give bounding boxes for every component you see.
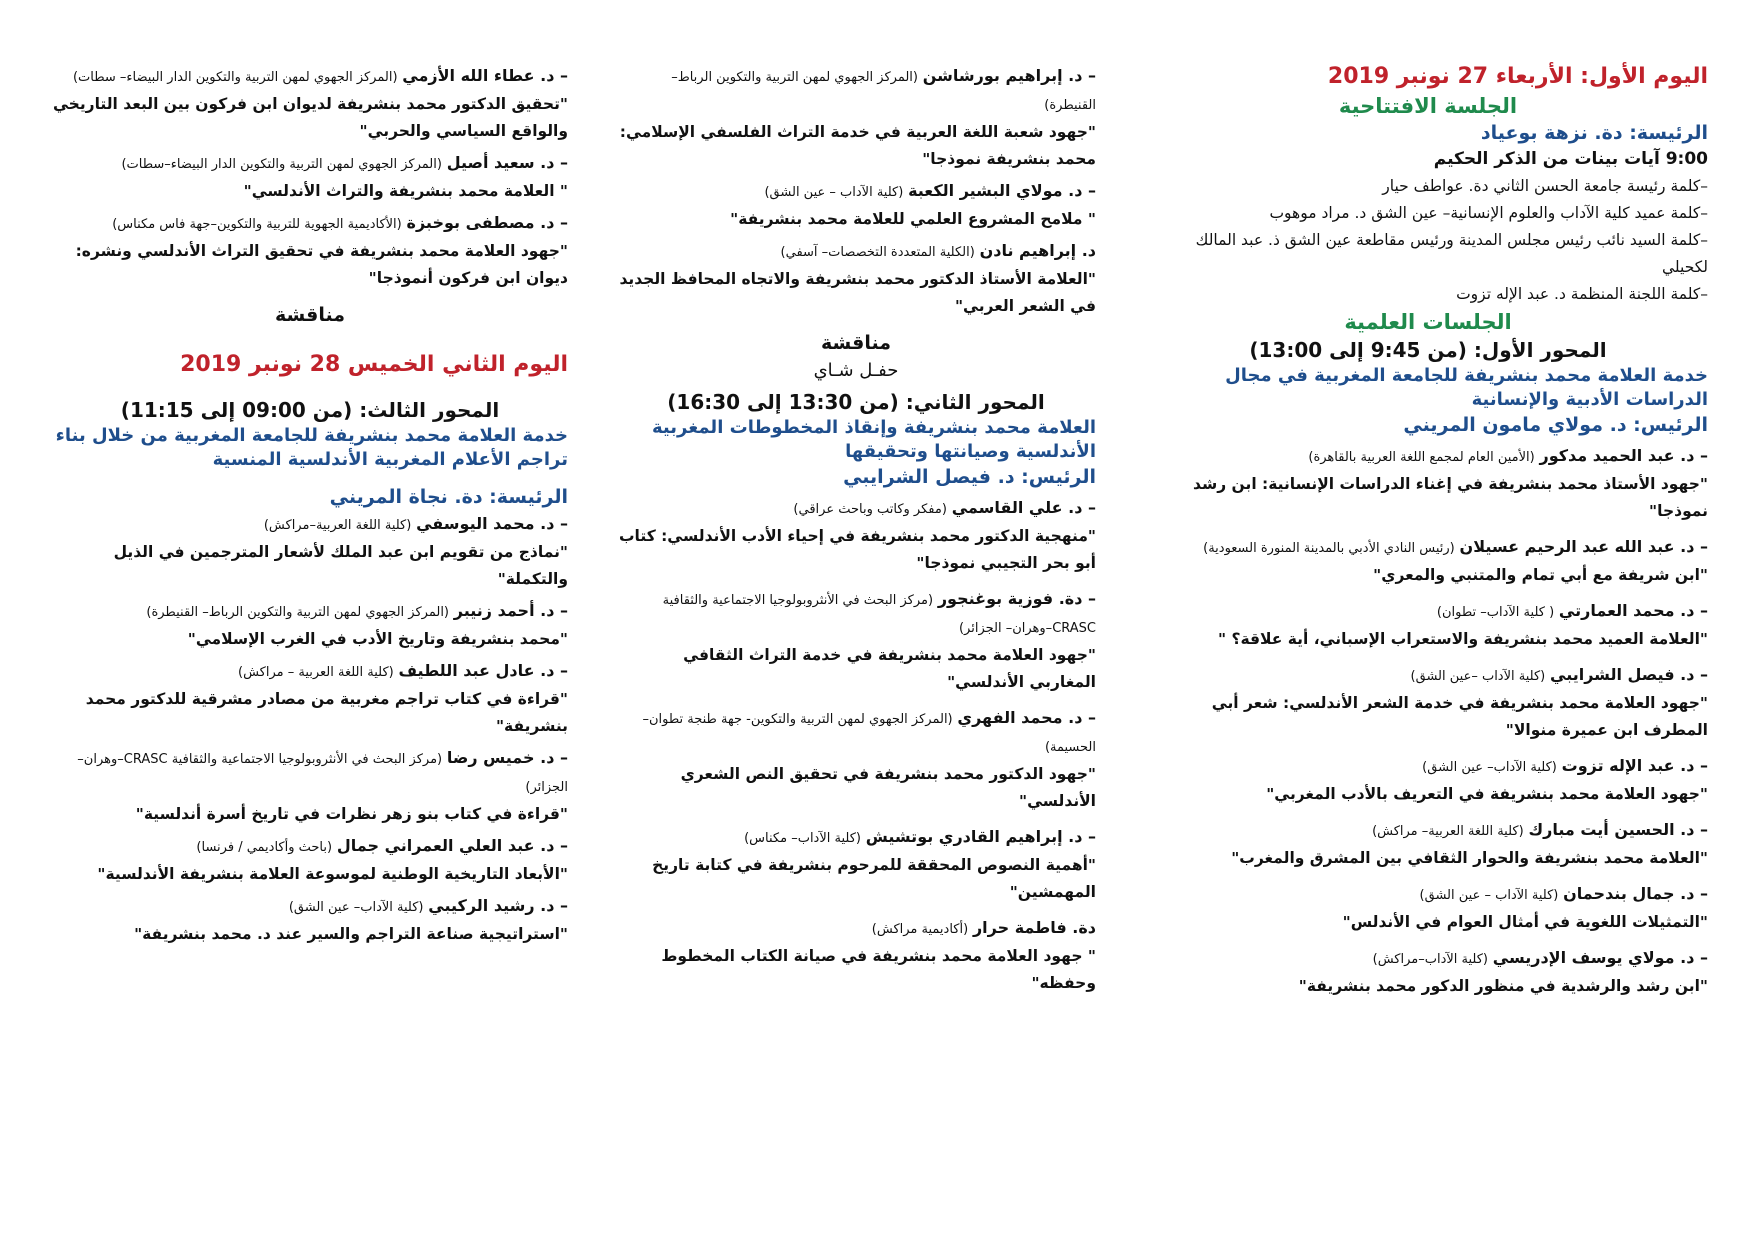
opening-item: –كلمة رئيسة جامعة الحسن الثاني دة. عواطف حيار — [1382, 177, 1708, 195]
talk-title: " جهود العلامة محمد بنشريفة في صيانة الكتاب المخطوط وحفظه" — [661, 947, 1096, 992]
session-talk — [52, 62, 568, 145]
speaker-name: – دة. فوزية بوغنجور — [937, 589, 1096, 608]
axis3-chair: الرئيسة: دة. نجاة المريني — [329, 486, 568, 508]
axis1-talk — [1148, 442, 1708, 525]
talk-title: "جهود الأستاذ محمد بنشريفة في إغناء الدراسات الإنسانية: ابن رشد نموذجا" — [1193, 475, 1708, 520]
speaker-affiliation: (مركز البحث في الأنثروبولوجيا الاجتماعية والثقافية CRASC–وهران– الجزائر) — [662, 593, 1096, 636]
opening-item: 9:00 آيات بينات من الذكر الحكيم — [1433, 149, 1708, 169]
axis3-talk — [52, 597, 568, 653]
speaker-affiliation: (المركز الجهوي لمهن التربية والتكوين- جهة طنجة تطوان–الحسيمة) — [642, 712, 1096, 755]
speaker-affiliation: (كلية اللغة العربية– مراكش) — [1372, 824, 1524, 839]
talk-title: "جهود العلامة محمد بنشريفة في خدمة الشعر الأندلسي: شعر أبي المطرف ابن عميرة منوالا" — [1211, 694, 1708, 739]
speaker-name: – د. محمد العمارتي — [1558, 601, 1708, 620]
axis1-talk — [1148, 533, 1708, 589]
speaker-affiliation: (المركز الجهوي لمهن التربية والتكوين الدار البيضاء–سطات) — [121, 157, 442, 172]
speaker-affiliation: (مفكر وكاتب وباحث عراقي) — [793, 502, 947, 517]
axis1-title: المحور الأول: (من 9:45 إلى 13:00) — [1249, 338, 1607, 362]
talk-title: "ابن رشد والرشدية في منظور الدكور محمد بنشريفة" — [1298, 977, 1708, 995]
tea-break-label: حفـل شـاي — [813, 360, 899, 381]
opening-session-title: الجلسة الافتتاحية — [1338, 94, 1518, 118]
axis3-description: خدمة العلامة محمد بنشريفة للجامعة المغربية من خلال بناء تراجم الأعلام المغربية الأندلسية المنسية — [55, 425, 568, 470]
axis1-talk — [1148, 944, 1708, 1000]
speaker-name: – د. محمد اليوسفي — [416, 514, 568, 533]
speaker-name: – د. خميس رضا — [446, 748, 568, 767]
talk-title: "جهود العلامة محمد بنشريفة في تحقيق التراث الأندلسي ونشره: ديوان ابن فركون أنموذجا" — [75, 242, 568, 287]
speaker-name: – د. جمال بندحمان — [1563, 884, 1708, 903]
axis3-talk — [52, 744, 568, 828]
session-talk — [616, 237, 1096, 320]
column-left — [52, 62, 568, 1222]
day2-title: اليوم الثاني الخميس 28 نونبر 2019 — [180, 352, 568, 377]
column-middle — [616, 62, 1096, 1222]
discussion-label: مناقشة — [821, 332, 891, 354]
talk-title: "جهود الدكتور محمد بنشريفة في تحقيق النص الشعري الأندلسي" — [680, 765, 1096, 810]
speaker-name: – د. الحسين أيت مبارك — [1528, 820, 1708, 839]
talk-title: "قراءة في كتاب بنو زهر نظرات في تاريخ أسرة أندلسية" — [135, 805, 568, 823]
speaker-name: دة. فاطمة حرار — [972, 918, 1096, 937]
axis1-talk — [1148, 880, 1708, 936]
talk-title: "استراتيجية صناعة التراجم والسير عند د. محمد بنشريفة" — [134, 925, 568, 943]
column-right — [1148, 62, 1708, 1222]
speaker-name: – د. إبراهيم بورشاشن — [922, 66, 1096, 85]
speaker-name: – د. عبد العلي العمراني جمال — [336, 836, 568, 855]
speaker-name: – د. عطاء الله الأزمي — [402, 66, 568, 85]
axis3-title: المحور الثالث: (من 09:00 إلى 11:15) — [120, 398, 500, 422]
speaker-name: – د. مصطفى بوخبزة — [406, 213, 568, 232]
axis3-talk — [52, 832, 568, 888]
speaker-affiliation: (كلية الآداب –عين الشق) — [1410, 669, 1546, 684]
speaker-affiliation: (الأمين العام لمجمع اللغة العربية بالقاهرة) — [1308, 450, 1535, 465]
speaker-name: – د. مولاي يوسف الإدريسي — [1492, 948, 1708, 967]
session-talk — [52, 149, 568, 205]
axis2-talk — [616, 914, 1096, 997]
talk-title: "جهود شعبة اللغة العربية في خدمة التراث الفلسفي الإسلامي: محمد بنشريفة نموذجا" — [619, 123, 1096, 168]
speaker-affiliation: (الكلية المتعددة التخصصات– آسفي) — [780, 245, 975, 260]
axis2-description: العلامة محمد بنشريفة وإنقاذ المخطوطات المغربية الأندلسية وصيانتها وتحقيقها — [651, 417, 1096, 462]
talk-title: "جهود العلامة محمد بنشريفة في خدمة التراث الثقافي المغاربي الأندلسي" — [683, 646, 1096, 691]
day1-title: اليوم الأول: الأربعاء 27 نونبر 2019 — [1327, 64, 1708, 89]
talk-title: "قراءة في كتاب تراجم مغربية من مصادر مشرقية للدكتور محمد بنشريفة" — [85, 690, 568, 735]
axis1-chair: الرئيس: د. مولاي مامون المريني — [1403, 414, 1708, 436]
axis3-talk — [52, 657, 568, 740]
speaker-name: – د. إبراهيم القادري بوتشيش — [865, 827, 1096, 846]
speaker-affiliation: (كلية الآداب – عين الشق) — [764, 185, 904, 200]
talk-title: " العلامة محمد بنشريفة والتراث الأندلسي" — [243, 182, 568, 200]
talk-title: "التمثيلات اللغوية في أمثال العوام في الأندلس" — [1342, 913, 1708, 931]
session-talk — [52, 209, 568, 292]
talk-title: "العلامة العميد محمد بنشريفة والاستعراب الإسباني، أية علاقة؟ " — [1218, 630, 1708, 648]
speaker-name: – د. عادل عبد اللطيف — [398, 661, 568, 680]
talk-title: "تحقيق الدكتور محمد بنشريفة لديوان ابن فركون بين البعد التاريخي والواقع السياسي والحربي" — [52, 95, 568, 140]
talk-title: "منهجية الدكتور محمد بنشريفة في إحياء الأدب الأندلسي: كتاب أبو بحر التجيبي نموذجا" — [618, 527, 1096, 572]
talk-title: "الأبعاد التاريخية الوطنية لموسوعة العلامة بنشريفة الأندلسية" — [97, 865, 568, 883]
speaker-affiliation: (المركز الجهوي لمهن التربية والتكوين الرباط– القنيطرة) — [671, 70, 1096, 113]
scientific-sessions-title: الجلسات العلمية — [1344, 310, 1512, 334]
speaker-affiliation: (المركز الجهوي لمهن التربية والتكوين الدار البيضاء– سطات) — [72, 70, 398, 85]
axis1-talk — [1148, 597, 1708, 653]
talk-title: " ملامح المشروع العلمي للعلامة محمد بنشريفة" — [730, 210, 1096, 228]
opening-session-chair: الرئيسة: دة. نزهة بوعياد — [1480, 122, 1708, 144]
speaker-name: – د. عبد الحميد مدكور — [1539, 446, 1708, 465]
speaker-affiliation: (كلية اللغة العربية – مراكش) — [238, 665, 394, 680]
axis2-title: المحور الثاني: (من 13:30 إلى 16:30) — [667, 390, 1045, 414]
speaker-affiliation: (مركز البحث في الأنثروبولوجيا الاجتماعية والثقافية CRASC–وهران–الجزائر) — [77, 752, 568, 795]
axis2-talk — [616, 494, 1096, 577]
speaker-name: – د. عبد الإله تزوت — [1561, 756, 1708, 775]
talk-title: "محمد بنشريفة وتاريخ الأدب في الغرب الإسلامي" — [187, 630, 568, 648]
speaker-name: – د. محمد الفهري — [957, 708, 1096, 727]
speaker-affiliation: (الأكاديمية الجهوية للتربية والتكوين–جهة فاس مكناس) — [112, 217, 402, 232]
speaker-name: – د. مولاي البشير الكعبة — [908, 181, 1096, 200]
opening-item: –كلمة عميد كلية الآداب والعلوم الإنسانية– عين الشق د. مراد موهوب — [1269, 204, 1708, 222]
speaker-name: د. إبراهيم نادن — [979, 241, 1096, 260]
axis2-talk — [616, 585, 1096, 696]
axis1-talk — [1148, 661, 1708, 744]
axis3-talk — [52, 510, 568, 593]
speaker-affiliation: (كلية الآداب– مكناس) — [744, 831, 861, 846]
talk-title: "العلامة محمد بنشريفة والحوار الثقافي بين المشرق والمغرب" — [1231, 849, 1708, 867]
talk-title: "أهمية النصوص المحققة للمرحوم بنشريفة في كتابة تاريخ المهمشين" — [652, 856, 1096, 901]
talk-title: "ابن شريفة مع أبي تمام والمتنبي والمعري" — [1373, 566, 1708, 584]
talk-title: "نماذج من تقويم ابن عبد الملك لأشعار المترجمين في الذيل والتكملة" — [113, 543, 568, 588]
axis3-talk — [52, 892, 568, 948]
speaker-affiliation: (كلية الآداب–مراكش) — [1372, 952, 1488, 967]
speaker-name: – د. أحمد زنيبر — [453, 601, 568, 620]
speaker-affiliation: (المركز الجهوي لمهن التربية والتكوين الرباط– القنيطرة) — [146, 605, 449, 620]
axis2-chair: الرئيس: د. فيصل الشرايبي — [843, 466, 1096, 488]
opening-item: –كلمة السيد نائب رئيس مجلس المدينة ورئيس مقاطعة عين الشق ذ. عبد المالك لكحيلي — [1195, 231, 1708, 276]
speaker-name: – د. سعيد أصيل — [446, 153, 568, 172]
session-talk — [616, 177, 1096, 233]
speaker-affiliation: (باحث وأكاديمي / فرنسا) — [196, 840, 333, 855]
discussion-label: مناقشة — [275, 304, 345, 326]
speaker-affiliation: (كلية اللغة العربية–مراكش) — [263, 518, 412, 533]
speaker-affiliation: (كلية الآداب– عين الشق) — [288, 900, 424, 915]
speaker-affiliation: (رئيس النادي الأدبي بالمدينة المنورة السعودية) — [1203, 541, 1455, 556]
axis1-talk — [1148, 816, 1708, 872]
axis2-talk — [616, 704, 1096, 815]
speaker-name: – د. عبد الله عبد الرحيم عسيلان — [1459, 537, 1708, 556]
opening-item: –كلمة اللجنة المنظمة د. عبد الإله تزوت — [1456, 285, 1708, 303]
speaker-name: – د. علي القاسمي — [951, 498, 1096, 517]
speaker-affiliation: (أكاديمية مراكش) — [871, 922, 969, 937]
axis1-description: خدمة العلامة محمد بنشريفة للجامعة المغربية في مجال الدراسات الأدبية والإنسانية — [1225, 365, 1708, 410]
talk-title: "جهود العلامة محمد بنشريفة في التعريف بالأدب المغربي" — [1266, 785, 1708, 803]
speaker-name: – د. رشيد الركيبي — [428, 896, 568, 915]
speaker-name: – د. فيصل الشرايبي — [1550, 665, 1708, 684]
talk-title: "العلامة الأستاذ الدكتور محمد بنشريفة والاتجاه المحافظ الجديد في الشعر العربي" — [619, 270, 1096, 315]
speaker-affiliation: ( كلية الآداب– تطوان) — [1436, 605, 1555, 620]
axis1-talk — [1148, 752, 1708, 808]
session-talk — [616, 62, 1096, 173]
speaker-affiliation: (كلية الآداب – عين الشق) — [1419, 888, 1559, 903]
speaker-affiliation: (كلية الآداب– عين الشق) — [1422, 760, 1557, 775]
axis2-talk — [616, 823, 1096, 906]
